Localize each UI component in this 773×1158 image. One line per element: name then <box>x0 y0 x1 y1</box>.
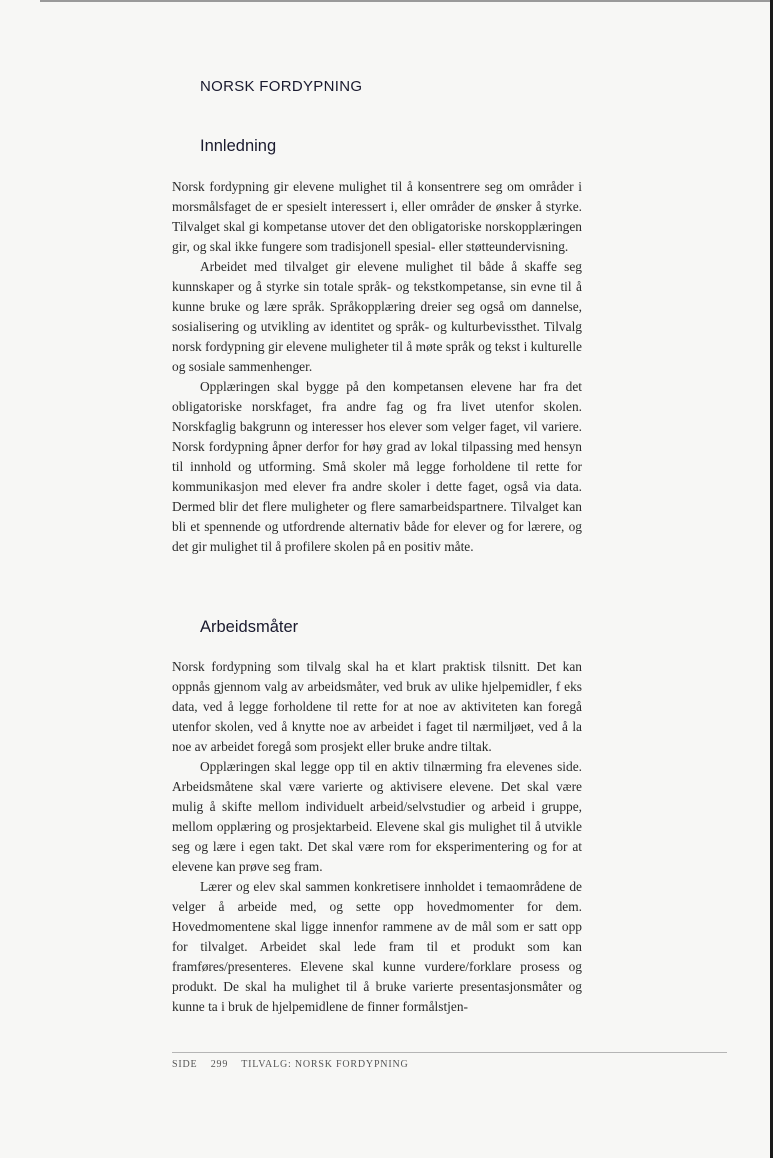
footer-running-title: TILVALG: NORSK FORDYPNING <box>241 1059 409 1070</box>
section-heading-innledning: Innledning <box>200 137 277 155</box>
footer-side-label: SIDE <box>172 1059 198 1070</box>
section-body-arbeidsmater <box>172 657 582 1017</box>
page-footer <box>172 1059 419 1070</box>
footer-rule <box>172 1052 727 1053</box>
paragraph: Norsk fordypning gir elevene mulighet til å konsentrere seg om områder i morsmålsfaget de er spesielt interessert i, eller områder de ønsker å styrke. Tilvalget skal gi kompetanse utover det den obligatoriske norskopplæringen gir, og skal ikke fungere som tradisjonell spesial- eller støtteundervisning. <box>172 179 582 254</box>
footer-page-number: 299 <box>210 1059 229 1070</box>
paragraph: Arbeidet med tilvalget gir elevene mulighet til både å skaffe seg kunnskaper og å styrke sin totale språk- og tekstkompetanse, sin evne til å kunne bruke og lære språk. Språkopplæring dreier seg også om dannelse, sosialisering og utvikling av identitet og språk- og kulturbevissthet. Tilvalg norsk fordypning gir elevene muligheter til å møte språk og tekst i kulturelle og sosiale sammenhenger. <box>172 259 582 374</box>
paragraph: Opplæringen skal bygge på den kompetansen elevene har fra det obligatoriske norskfaget, fra andre fag og fra livet utenfor skolen. Norskfaglig bakgrunn og interesser hos elever som velger faget, vil variere. Norsk fordypning åpner derfor for høy grad av lokal tilpassing med hensyn til innhold og utforming. Små skoler må legge forholdene til rette for kommunikasjon med elever fra andre skoler i dette faget, også via data. Dermed blir det flere muligheter og flere samarbeidspartnere. Tilvalget kan bli et spennende og utfordrende alternativ både for elever og for lærere, og det gir mulighet til å profilere skolen på en positiv måte. <box>172 379 582 554</box>
top-edge-rule <box>40 0 773 2</box>
section-heading-arbeidsmater: Arbeidsmåter <box>200 618 299 636</box>
paragraph: Opplæringen skal legge opp til en aktiv tilnærming fra elevenes side. Arbeidsmåtene skal være varierte og aktivisere elevene. Det skal være mulig å skifte mellom individuelt arbeid/selvstudier og arbeid i gruppe, mellom opplæring og prosjektarbeid. Elevene skal gis mulighet til å utvikle seg og lære i egen takt. Det skal være rom for eksperimentering og for at elevene kan prøve seg fram. <box>172 759 582 874</box>
section-body-innledning <box>172 177 582 557</box>
page-title: NORSK FORDYPNING <box>200 78 363 95</box>
paragraph: Lærer og elev skal sammen konkretisere innholdet i temaområdene de velger å arbeide med, og sette opp hovedmomenter for dem. Hovedmomentene skal ligge innenfor rammene av de mål som er satt opp for tilvalget. Arbeidet skal lede fram til et produkt som kan framføres/presenteres. Elevene skal kunne vurdere/forklare prosess og produkt. De skal ha mulighet til å bruke varierte presentasjonsmåter og kunne ta i bruk de hjelpemidlene de finner formålstjen- <box>172 879 582 1014</box>
paragraph: Norsk fordypning som tilvalg skal ha et klart praktisk tilsnitt. Det kan oppnås gjennom valg av arbeidsmåter, ved bruk av ulike hjelpemidler, f eks data, ved å legge forholdene til rette for at noe av aktiviteten kan foregå utenfor skolen, ved å knytte noe av arbeidet i faget til nærmiljøet, ved å la noe av arbeidet foregå som prosjekt eller bruke andre tiltak. <box>172 659 582 754</box>
